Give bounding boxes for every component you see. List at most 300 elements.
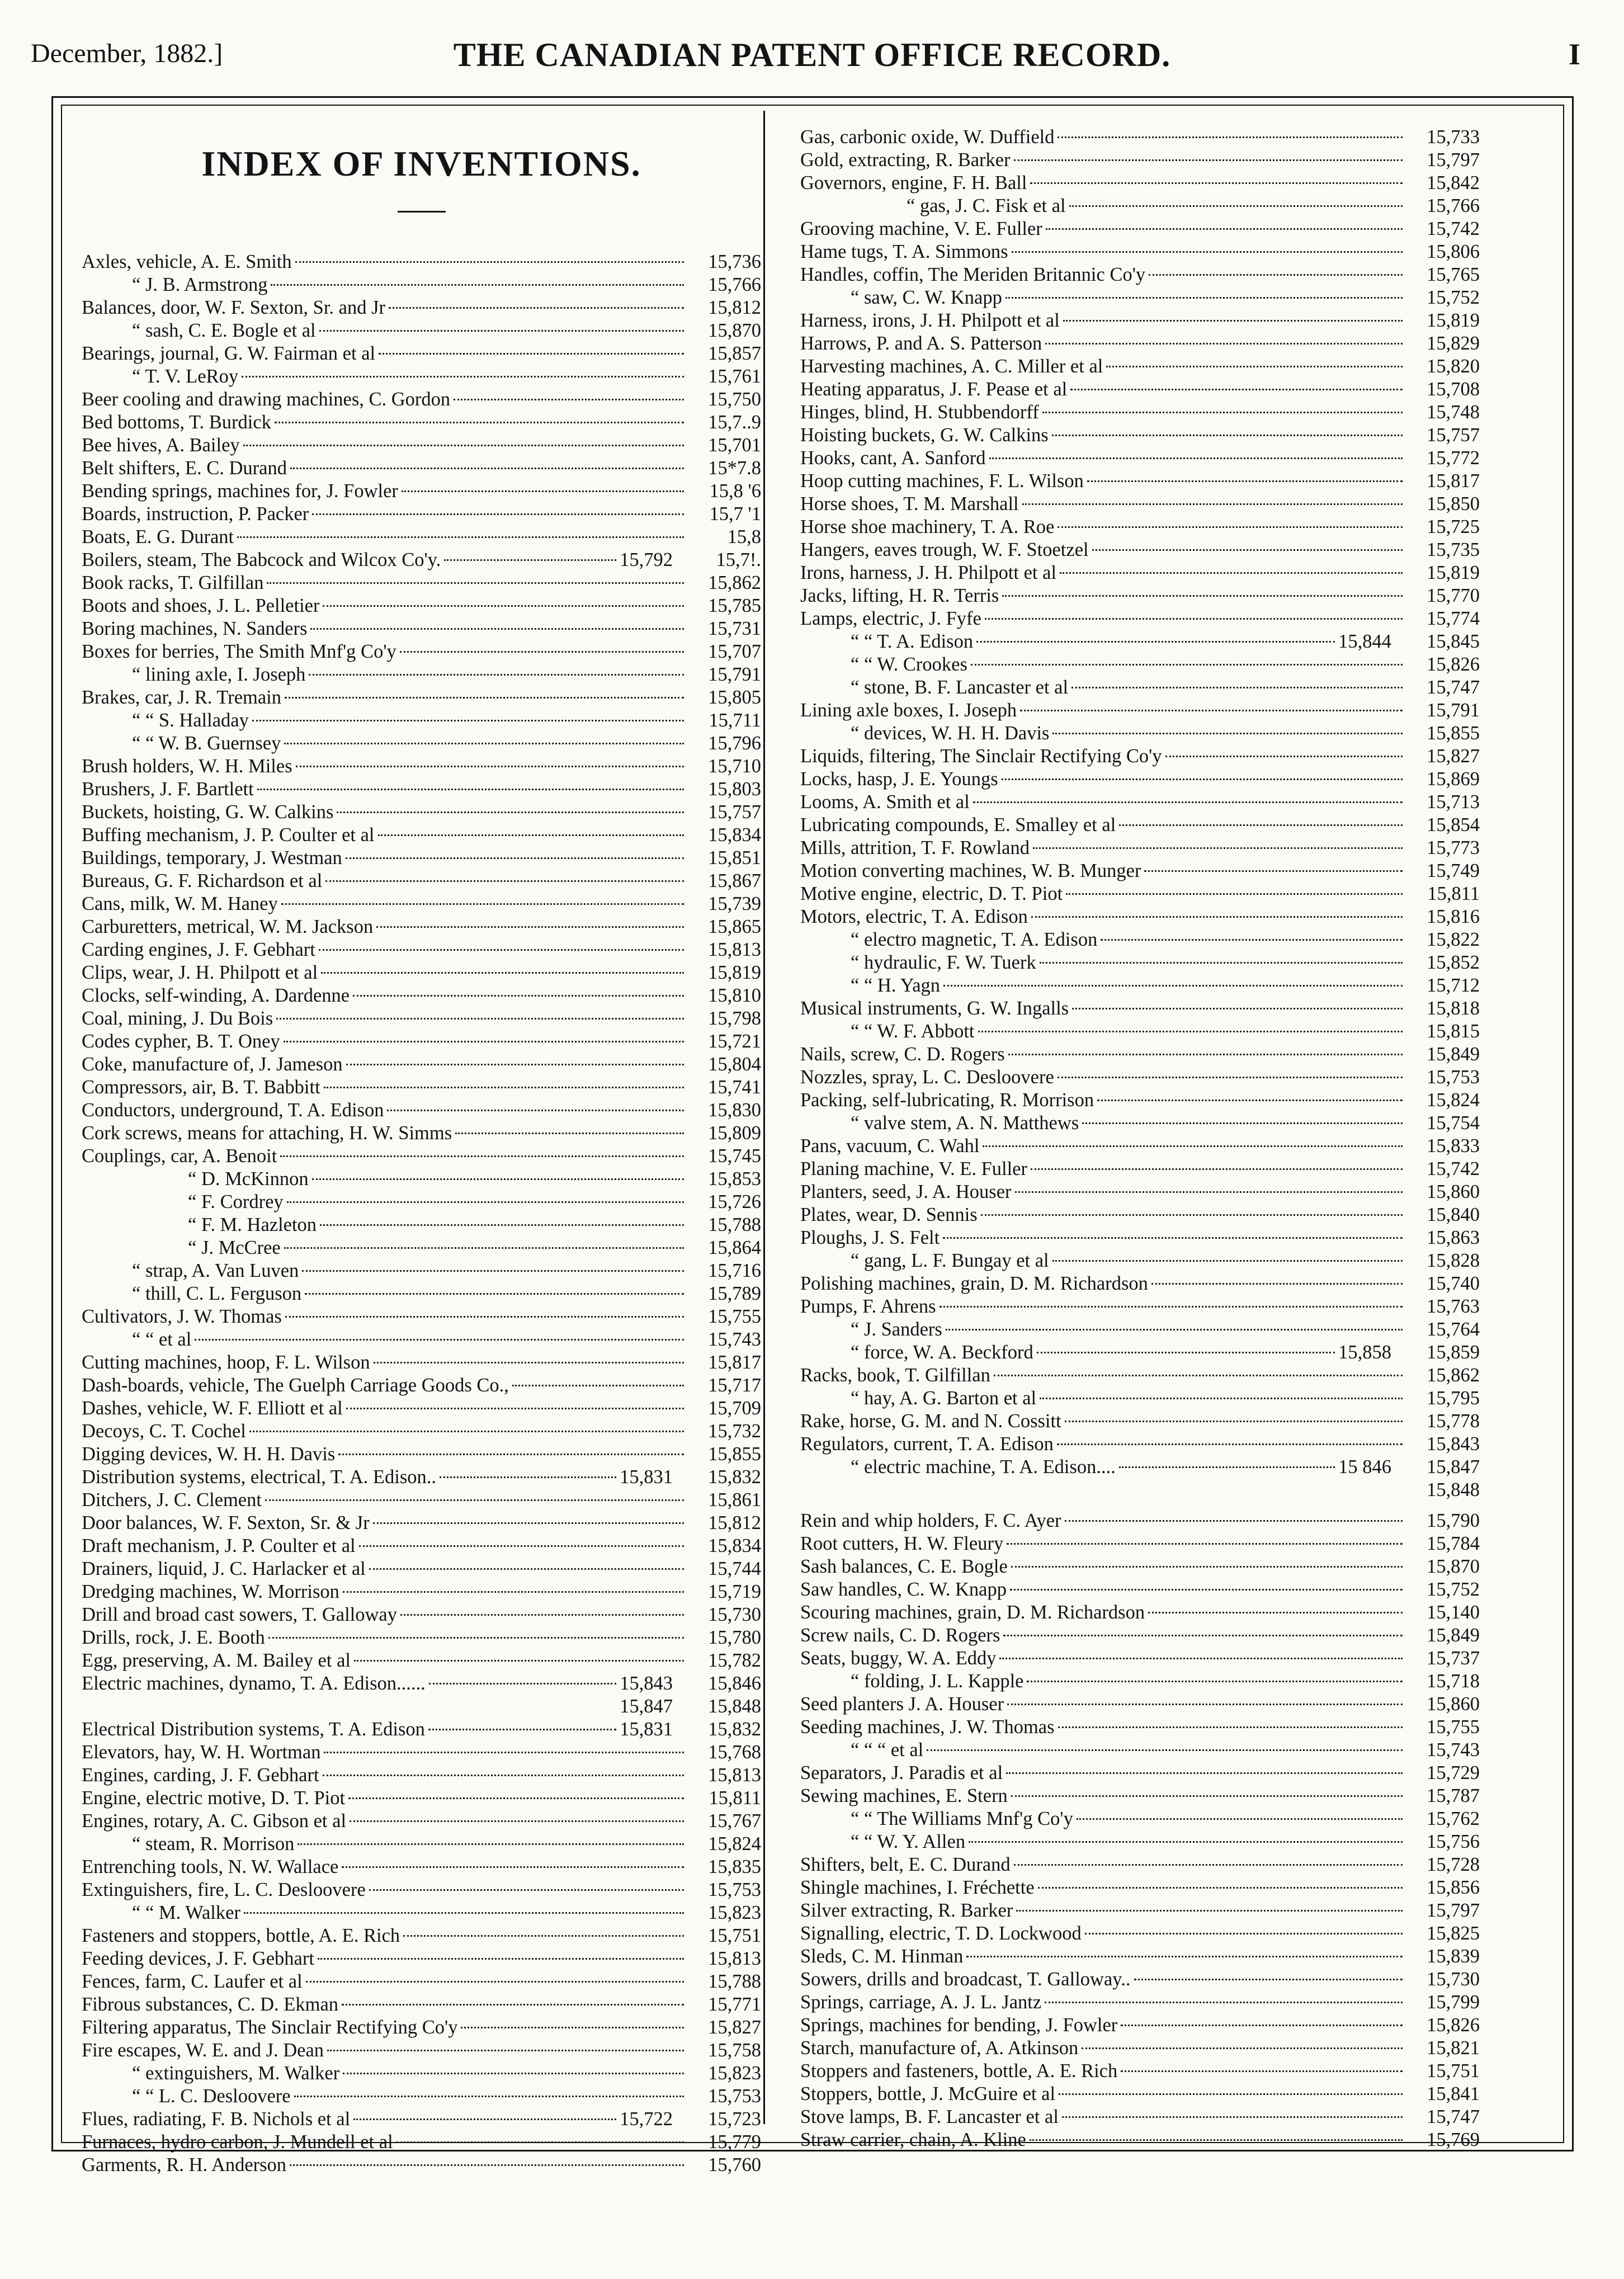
entry-text: Compressors, air, B. T. Babbitt [82, 1077, 320, 1098]
patent-number: 15,826 [1427, 654, 1480, 675]
patent-number: 15,832 [708, 1719, 761, 1740]
entry-text: Conductors, underground, T. A. Edison [82, 1100, 384, 1121]
entry-text: Ditchers, J. C. Clement [82, 1489, 262, 1511]
dot-leader [1121, 2054, 1403, 2077]
entry-text: Root cutters, H. W. Fleury [800, 1533, 1004, 1554]
patent-number: 15,761 [708, 366, 761, 387]
entry-text: Brushers, J. F. Bartlett [82, 778, 254, 800]
patent-number: 15,798 [708, 1008, 761, 1029]
dot-leader [320, 1208, 684, 1231]
patent-number: 15,867 [708, 870, 761, 891]
entry-text: Entrenching tools, N. W. Wallace [82, 1856, 339, 1877]
dot-leader [1165, 739, 1403, 762]
patent-number: 15,834 [708, 1535, 761, 1556]
index-entry [800, 1504, 1480, 1531]
entry-text: Grooving machine, V. E. Fuller [800, 218, 1042, 239]
page-number: I [1568, 37, 1580, 71]
entry-text: Sleds, C. M. Hinman [800, 1946, 964, 1967]
patent-number: 15,821 [1427, 2037, 1480, 2059]
patent-number: 15,849 [1427, 1625, 1480, 1646]
entry-text: Engines, rotary, A. C. Gibson et al [82, 1810, 347, 1832]
dot-leader [976, 625, 1335, 648]
entry-text: “ thill, C. L. Ferguson [132, 1283, 302, 1304]
entry-text: “ folding, J. L. Kapple [851, 1671, 1024, 1692]
entry-text: Seats, buggy, W. A. Eddy [800, 1648, 997, 1669]
dot-leader [440, 1460, 616, 1483]
entry-extra-number: 15,831 [620, 1466, 673, 1488]
dot-leader [1007, 1527, 1403, 1550]
patent-number: 15,851 [708, 847, 761, 869]
patent-number: 15,731 [708, 618, 761, 639]
entry-text: Seeding machines, J. W. Thomas [800, 1716, 1055, 1738]
dot-leader [428, 1712, 616, 1735]
dot-leader [973, 785, 1403, 808]
dot-leader [378, 818, 684, 841]
dot-leader [429, 1667, 616, 1690]
dot-leader [1031, 900, 1403, 923]
entry-text: Garments, R. H. Anderson [82, 2154, 287, 2176]
patent-number: 15,745 [708, 1145, 761, 1167]
entry-text: “ “ W. B. Guernsey [132, 733, 281, 754]
dot-leader [324, 1070, 684, 1093]
dot-leader [324, 1735, 684, 1758]
dot-leader [1057, 1427, 1403, 1450]
patent-number: 15,852 [1427, 952, 1480, 973]
patent-number: 15,751 [1427, 2060, 1480, 2082]
patent-number: 15,816 [1427, 906, 1480, 927]
patent-number: 15,753 [708, 2085, 761, 2107]
patent-number: 15,843 [1427, 1433, 1480, 1455]
dot-leader [346, 1391, 684, 1414]
patent-number: 15,813 [708, 1948, 761, 1969]
patent-number: 15,717 [708, 1375, 761, 1396]
dot-leader [999, 1641, 1403, 1664]
dot-leader [327, 2033, 684, 2056]
dot-leader [295, 245, 684, 268]
patent-number: 15,788 [708, 1214, 761, 1235]
patent-number: 15,812 [708, 297, 761, 318]
dot-leader [1014, 143, 1403, 166]
patent-number: 15,817 [1427, 470, 1480, 492]
patent-number: 15,811 [709, 1787, 761, 1809]
patent-number: 15,870 [1427, 1556, 1480, 1577]
dot-leader [387, 1093, 684, 1116]
entry-text: Couplings, car, A. Benoit [82, 1145, 277, 1167]
patent-number: 15,709 [708, 1398, 761, 1419]
dot-leader [1011, 1779, 1403, 1802]
patent-number: 15*7.8 [708, 457, 761, 479]
patent-number: 15,865 [708, 916, 761, 937]
patent-number: 15,743 [708, 1329, 761, 1350]
dot-leader [267, 566, 684, 589]
patent-number: 15,860 [1427, 1693, 1480, 1715]
dot-leader [1037, 1336, 1335, 1358]
dot-leader [1006, 1756, 1403, 1779]
entry-text: Lining axle boxes, I. Joseph [800, 700, 1017, 721]
patent-number: 15,848 [708, 1696, 761, 1717]
entry-text: Stoppers, bottle, J. McGuire et al [800, 2083, 1056, 2105]
entry-text: Looms, A. Smith et al [800, 791, 970, 813]
entry-text: Boats, E. G. Durant [82, 526, 234, 548]
entry-text: Regulators, current, T. A. Edison [800, 1433, 1054, 1455]
entry-text: “ strap, A. Van Luven [132, 1260, 299, 1281]
patent-number: 15,860 [1427, 1181, 1480, 1202]
entry-text: “ steam, R. Morrison [132, 1833, 295, 1855]
dot-leader [298, 1827, 684, 1850]
dot-leader [337, 795, 684, 818]
dot-leader [1106, 350, 1403, 372]
entry-text: “ stone, B. F. Lancaster et al [851, 677, 1069, 698]
entry-text: Book racks, T. Gilfillan [82, 572, 264, 593]
patent-number: 15,763 [1427, 1296, 1480, 1317]
entry-extra-number: 15,722 [620, 2108, 673, 2130]
dot-leader [1040, 1381, 1403, 1404]
entry-text: “ “ H. Yagn [851, 975, 941, 996]
entry-text: “ electric machine, T. A. Edison.... [851, 1456, 1116, 1478]
dot-leader [1085, 1917, 1403, 1940]
patent-number: 15,758 [708, 2040, 761, 2061]
dot-leader [989, 441, 1403, 464]
dot-leader [354, 1644, 684, 1667]
dot-leader [265, 1483, 684, 1506]
entry-extra-number: 15,844 [1338, 631, 1391, 652]
page-header [0, 0, 1624, 95]
entry-text: Motors, electric, T. A. Edison [800, 906, 1028, 927]
dot-leader [983, 1129, 1403, 1152]
entry-text: Digging devices, W. H. H. Davis [82, 1443, 336, 1465]
patent-number: 15,764 [1427, 1319, 1480, 1340]
dot-leader [342, 1988, 684, 2011]
entry-text: Sash balances, C. E. Bogle [800, 1556, 1008, 1577]
patent-number: 15,818 [1427, 998, 1480, 1019]
patent-number: 15,7!. [716, 549, 761, 570]
entry-text: Stoppers and fasteners, bottle, A. E. Rich [800, 2060, 1118, 2082]
dot-leader [1134, 1962, 1403, 1985]
patent-number: 15,830 [708, 1100, 761, 1121]
entry-text: Door balances, W. F. Sexton, Sr. & Jr [82, 1512, 370, 1534]
entry-text: “ “ et al [132, 1329, 192, 1350]
entry-text: “ “ “ et al [851, 1739, 924, 1761]
entry-text: “ “ L. C. Desloovere [132, 2085, 291, 2107]
dot-leader [359, 1529, 684, 1552]
patent-number: 15,835 [708, 1856, 761, 1877]
index-list-left [82, 245, 761, 2176]
entry-text: Handles, coffin, The Meriden Britannic Co'y [800, 264, 1146, 285]
patent-number: 15,766 [708, 274, 761, 295]
dot-leader [302, 1254, 684, 1277]
dot-leader [1119, 808, 1403, 831]
entry-text: Harness, irons, J. H. Philpott et al [800, 310, 1060, 331]
patent-number: 15,857 [708, 343, 761, 364]
patent-number: 15,859 [1427, 1342, 1480, 1363]
entry-text: “ electro magnetic, T. A. Edison [851, 929, 1098, 950]
entry-text: “ gas, J. C. Fisk et al [907, 195, 1066, 216]
entry-text: Dash-boards, vehicle, The Guelph Carriage Goods Co., [82, 1375, 509, 1396]
patent-number: 15,782 [708, 1650, 761, 1671]
patent-number: 15,785 [708, 595, 761, 616]
entry-text: Cutting machines, hoop, F. L. Wilson [82, 1352, 370, 1373]
dot-leader [321, 956, 684, 979]
patent-number: 15,723 [708, 2108, 761, 2130]
dot-leader [1058, 120, 1403, 143]
patent-number: 15,751 [708, 1925, 761, 1946]
patent-number: 15,850 [1427, 493, 1480, 515]
patent-number: 15,863 [1427, 1227, 1480, 1248]
entry-text: Motive engine, electric, D. T. Piot [800, 883, 1063, 904]
entry-text: Pans, vacuum, C. Wahl [800, 1135, 980, 1157]
dot-leader [1072, 992, 1403, 1015]
dot-leader [280, 1139, 684, 1162]
entry-text: Starch, manufacture of, A. Atkinson [800, 2037, 1079, 2059]
patent-number: 15,762 [1427, 1808, 1480, 1829]
entry-text: Fasteners and stoppers, bottle, A. E. Rich [82, 1925, 400, 1946]
entry-text: Fibrous substances, C. D. Ekman [82, 1994, 339, 2015]
entry-extra-number: 15,792 [620, 549, 673, 570]
dot-leader [325, 864, 684, 887]
entry-text: Bearings, journal, G. W. Fairman et al [82, 343, 376, 364]
entry-text: Planing machine, V. E. Fuller [800, 1158, 1027, 1179]
patent-number: 15,791 [708, 664, 761, 685]
entry-text: “ saw, C. W. Knapp [851, 287, 1002, 308]
entry-text: Stove lamps, B. F. Lancaster et al [800, 2106, 1059, 2127]
entry-text: Carding engines, J. F. Gebhart [82, 939, 315, 960]
entry-text: Balances, door, W. F. Sexton, Sr. and Jr [82, 297, 386, 318]
patent-number: 15,754 [1427, 1112, 1480, 1134]
dot-leader [275, 405, 684, 428]
entry-text: Springs, machines for bending, J. Fowler [800, 2014, 1118, 2036]
entry-text: Cork screws, means for attaching, H. W. Simms [82, 1122, 452, 1144]
patent-number: 15,819 [708, 962, 761, 983]
patent-number: 15,760 [708, 2154, 761, 2176]
patent-number: 15,819 [1427, 310, 1480, 331]
entry-text: “ force, W. A. Beckford [851, 1342, 1033, 1363]
entry-text: Motion converting machines, W. B. Munger [800, 860, 1141, 881]
dot-leader [1058, 510, 1403, 533]
patent-number: 15,799 [1427, 1992, 1480, 2013]
dot-leader [1121, 2008, 1403, 2031]
patent-number: 15,862 [708, 572, 761, 593]
dot-leader [323, 1758, 684, 1781]
patent-number: 15,719 [708, 1581, 761, 1602]
entry-text: Axles, vehicle, A. E. Smith [82, 251, 292, 272]
entry-text: Brakes, car, J. R. Tremain [82, 687, 281, 708]
patent-number: 15,788 [708, 1971, 761, 1992]
entry-text: Hooks, cant, A. Sanford [800, 447, 986, 469]
patent-number: 15,740 [1427, 1273, 1480, 1294]
patent-number: 15,853 [708, 1168, 761, 1190]
entry-text: Signalling, electric, T. D. Lockwood [800, 1923, 1082, 1944]
dot-leader [985, 602, 1403, 625]
patent-number: 15,774 [1427, 608, 1480, 629]
entry-text: Drill and broad cast sowers, T. Galloway [82, 1604, 397, 1625]
dot-leader [343, 2056, 684, 2079]
dot-leader [353, 979, 684, 1002]
dot-leader [946, 1313, 1403, 1336]
entry-text: Bee hives, A. Bailey [82, 435, 240, 456]
entry-text: Harvesting machines, A. C. Miller et al [800, 356, 1103, 377]
patent-number: 15,770 [1427, 585, 1480, 606]
patent-number: 15,755 [708, 1306, 761, 1327]
entry-text: “ “ S. Halladay [132, 710, 249, 731]
patent-number: 15,855 [1427, 723, 1480, 744]
dot-leader [346, 841, 684, 864]
dot-leader [1011, 1550, 1403, 1573]
dot-leader [374, 1346, 684, 1369]
patent-number: 15,805 [708, 687, 761, 708]
entry-text: “ “ W. Y. Allen [851, 1831, 966, 1852]
patent-number: 15,753 [1427, 1067, 1480, 1088]
dot-leader [285, 681, 684, 704]
entry-text: Shifters, belt, E. C. Durand [800, 1854, 1011, 1875]
dot-leader [1062, 2100, 1403, 2123]
dot-leader [943, 1221, 1403, 1244]
entry-text: Clips, wear, J. H. Philpott et al [82, 962, 318, 983]
dot-leader [318, 1942, 684, 1965]
index-list-right [800, 120, 1480, 2150]
entry-text: Straw carrier, chain, A. Kline [800, 2129, 1026, 2150]
patent-number: 15,826 [1427, 2014, 1480, 2036]
entry-text: Fences, farm, C. Laufer et al [82, 1971, 303, 1992]
patent-number: 15,839 [1427, 1946, 1480, 1967]
entry-text: Filtering apparatus, The Sinclair Rectifying Co'y [82, 2017, 458, 2038]
entry-text: Silver extracting, R. Barker [800, 1900, 1013, 1921]
index-entry [800, 120, 1480, 148]
patent-number: 15,711 [709, 710, 761, 731]
entry-text: Electrical Distribution systems, T. A. Edison [82, 1719, 425, 1740]
entry-text: Mills, attrition, T. F. Rowland [800, 837, 1030, 858]
dot-leader [353, 2102, 616, 2125]
dot-leader [1010, 1573, 1403, 1596]
entry-text: Feeding devices, J. F. Gebhart [82, 1948, 314, 1969]
dot-leader [373, 1506, 684, 1529]
entry-text: Engines, carding, J. F. Gebhart [82, 1764, 319, 1786]
patent-number: 15,809 [708, 1122, 761, 1144]
dot-leader [243, 428, 684, 451]
entry-text: Horse shoe machinery, T. A. Roe [800, 516, 1055, 537]
entry-text: Planters, seed, J. A. Houser [800, 1181, 1012, 1202]
dot-leader [348, 1781, 684, 1804]
patent-number: 15,812 [708, 1512, 761, 1534]
patent-number: 15,7..9 [708, 412, 761, 433]
dot-leader [1077, 1802, 1403, 1825]
patent-number: 15,710 [708, 756, 761, 777]
dot-leader [969, 1825, 1403, 1848]
dot-leader [1016, 1894, 1403, 1917]
entry-text: Rake, horse, G. M. and N. Cossitt [800, 1410, 1061, 1432]
patent-number: 15,829 [1427, 333, 1480, 354]
entry-text: Boxes for berries, The Smith Mnf'g Co'y [82, 641, 396, 662]
patent-number: 15,757 [1427, 424, 1480, 446]
dot-leader [343, 1575, 684, 1598]
entry-text: “ hay, A. G. Barton et al [851, 1388, 1037, 1409]
dot-leader [1097, 1083, 1403, 1106]
dot-leader [1002, 762, 1403, 785]
patent-number: 15,819 [1427, 562, 1480, 583]
entry-text: Packing, self-lubricating, R. Morrison [800, 1089, 1094, 1111]
entry-text: Hangers, eaves trough, W. F. Stoetzel [800, 539, 1089, 560]
dot-leader [285, 1300, 684, 1323]
patent-number: 15,817 [708, 1352, 761, 1373]
dot-leader [310, 612, 684, 635]
patent-number: 15,728 [1427, 1854, 1480, 1875]
dot-leader [1066, 877, 1403, 900]
patent-number: 15,861 [708, 1489, 761, 1511]
entry-text: Scouring machines, grain, D. M. Richardson [800, 1602, 1145, 1623]
patent-number: 15,140 [1427, 1602, 1480, 1623]
entry-text: Nails, screw, C. D. Rogers [800, 1044, 1005, 1065]
entry-text: Fire escapes, W. E. and J. Dean [82, 2040, 324, 2061]
dot-leader [284, 1231, 684, 1254]
dot-leader [369, 1873, 684, 1896]
dot-leader [1038, 1871, 1403, 1894]
dot-leader [342, 1850, 684, 1873]
entry-text: Extinguishers, fire, L. C. Desloovere [82, 1879, 366, 1900]
patent-number: 15,828 [1427, 1250, 1480, 1271]
patent-number: 15,787 [1427, 1785, 1480, 1806]
dot-leader [242, 360, 684, 383]
entry-text: Hoop cutting machines, F. L. Wilson [800, 470, 1084, 492]
patent-number: 15,796 [708, 733, 761, 754]
patent-number: 15,780 [708, 1627, 761, 1648]
entry-text: Buckets, hoisting, G. W. Calkins [82, 801, 334, 823]
dot-leader [927, 1733, 1403, 1756]
dot-leader [1003, 1619, 1403, 1641]
entry-text: Brush holders, W. H. Miles [82, 756, 292, 777]
dot-leader [1060, 556, 1403, 579]
patent-number: 15,790 [1427, 1510, 1480, 1531]
patent-number: 15,797 [1427, 149, 1480, 171]
patent-number: 15,832 [708, 1466, 761, 1488]
entry-text: Egg, preserving, A. M. Bailey et al [82, 1650, 351, 1671]
patent-number: 15,813 [708, 939, 761, 960]
entry-text: Polishing machines, grain, D. M. Richardson [800, 1273, 1148, 1294]
dot-leader [444, 543, 616, 566]
patent-number: 15,823 [708, 1902, 761, 1923]
dot-leader [1052, 1244, 1403, 1267]
dot-leader [1058, 1060, 1403, 1083]
patent-number: 15,848 [1427, 1479, 1480, 1501]
patent-number: 15,733 [1427, 126, 1480, 148]
entry-text: Belt shifters, E. C. Durand [82, 457, 287, 479]
dot-leader [1087, 464, 1403, 487]
patent-number: 15,806 [1427, 241, 1480, 262]
dot-leader [981, 1198, 1403, 1221]
patent-number: 15,846 [708, 1673, 761, 1694]
entry-text: Cans, milk, W. M. Haney [82, 893, 278, 914]
patent-number: 15,744 [708, 1558, 761, 1579]
entry-text: Boards, instruction, P. Packer [82, 503, 309, 525]
dot-leader [1042, 395, 1403, 418]
entry-text: Dashes, vehicle, W. F. Elliott et al [82, 1398, 343, 1419]
patent-number: 15,7 '1 [709, 503, 761, 525]
dot-leader [1030, 2123, 1403, 2146]
entry-text: Electric machines, dynamo, T. A. Edison...... [82, 1673, 426, 1694]
entry-text: “ F. Cordrey [188, 1191, 284, 1212]
dot-leader [1040, 946, 1403, 969]
dot-leader [1008, 1037, 1403, 1060]
patent-number: 15,752 [1427, 287, 1480, 308]
dot-leader [1005, 281, 1403, 304]
entry-text: Decoys, C. T. Cochel [82, 1421, 246, 1442]
entry-text: “ J. McCree [188, 1237, 281, 1258]
patent-number: 15,708 [1427, 379, 1480, 400]
dot-leader [1015, 1175, 1403, 1198]
patent-number: 15,771 [708, 1994, 761, 2015]
dot-leader [1065, 1404, 1403, 1427]
dot-leader [1082, 1106, 1403, 1129]
entry-text: Nozzles, spray, L. C. Desloovere [800, 1067, 1054, 1088]
patent-number: 15,845 [1427, 631, 1480, 652]
